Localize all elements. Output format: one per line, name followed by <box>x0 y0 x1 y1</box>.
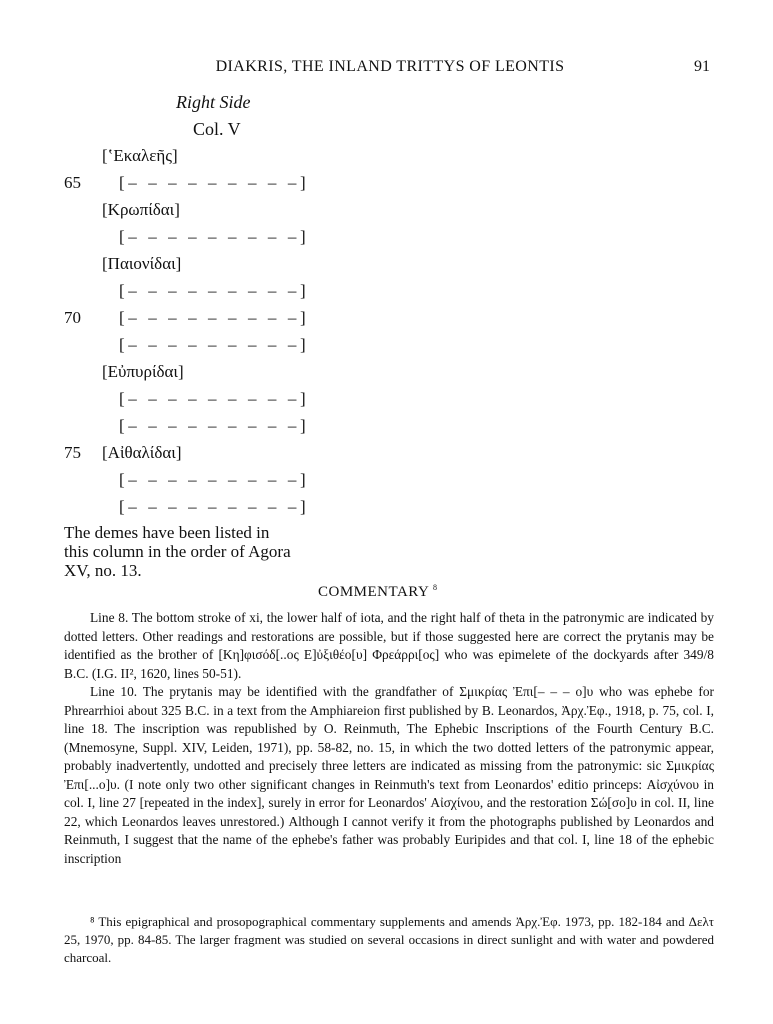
line-number: 65 <box>64 173 81 192</box>
commentary-paragraph-line-8: Line 8. The bottom stroke of xi, the lower half of iota, and the right half of theta in the patronymic are indicated by dotted letters. Other readings and restorations are possible, but if those suggested here are correct the prytanis may be identified as the brother of [Κη]φισόδ[..ος Ε]ὐξιθέο[υ] Φρεάρρι[ος] who was epimelete of the dockyards after 349/8 B.C. (I.G. II², 1620, lines 50-51). <box>64 610 714 681</box>
inscription-line <box>64 470 324 496</box>
line-number: 75 <box>64 443 81 462</box>
side-title: Right Side <box>176 92 251 112</box>
deme-name: [Αἰθαλίδαι] <box>102 443 182 462</box>
inscription-line <box>64 281 324 307</box>
running-title: DIAKRIS, THE INLAND TRITTYS OF LEONTIS <box>215 58 565 75</box>
inscription-line <box>64 335 324 361</box>
line-number: 70 <box>64 308 81 327</box>
column-title: Col. V <box>193 119 241 139</box>
footnote-text: ⁸ This epigraphical and prosopographical commentary supplements and amends Ἀρχ.Ἐφ. 1973, pp. 182-184 and Δελτ 25, 1970, pp. 84-85. The larger fragment was studied on several occasions in direct sunlight and with water and powdered charcoal. <box>64 914 714 965</box>
lacuna: [– – – – – – – – –] <box>119 227 310 246</box>
inscription-line <box>64 497 324 523</box>
lacuna: [– – – – – – – – –] <box>119 497 310 516</box>
inscription-line <box>64 362 324 388</box>
deme-name: [Κρωπίδαι] <box>102 200 180 219</box>
inscription-line <box>64 389 324 415</box>
inscription-line <box>64 200 324 226</box>
commentary-heading <box>318 583 438 601</box>
lacuna: [– – – – – – – – –] <box>119 416 310 435</box>
lacuna: [– – – – – – – – –] <box>119 470 310 489</box>
inscription-line <box>64 443 324 469</box>
inscription-line <box>64 227 324 253</box>
deme-name: [ʽΕκαλεῆς] <box>102 146 178 165</box>
page-number: 91 <box>694 58 710 75</box>
deme-name: [Παιονίδαι] <box>102 254 182 273</box>
lacuna: [– – – – – – – – –] <box>119 335 310 354</box>
lacuna: [– – – – – – – – –] <box>119 281 310 300</box>
commentary-body <box>64 609 714 868</box>
commentary-paragraph-line-10: Line 10. The prytanis may be identified with the grandfather of Σμικρίας Ἐπι[– – – o]υ who was ephebe for Phrearrhioi about 325 B.C. in a text from the Amphiareion first published by B. Leonardos, Ἀρχ.Ἐφ., 1918, p. 75, col. I, line 18. The inscription was republished by O. Reinmuth, The Ephebic Inscriptions of the Fourth Century B.C. (Mnemosyne, Suppl. XIV, Leiden, 1971), pp. 58-82, no. 15, in which the two dotted letters of the patronymic appear, probably inadvertently, undotted and precisely three letters are indicated as missing from the patronymic: sic Σμικρίας Ἐπι[...ο]υ. (I note only two other significant changes in Reinmuth's text from Leonardos' editio princeps: Αἰσχύνου in col. I, line 27 [repeated in the index], surely in error for Leonardos' Αἰσχίνου, and the restoration Σώ[σο]υ in col. II, line 22, which Leonardos leaves unrestored.) Although I cannot verify it from the photographs published by Leonardos and Reinmuth, I suggest that the name of the ephebe's father was probably Euripides and that col. I, line 18 of the ephebic inscription <box>64 684 714 866</box>
demes-order-note: The demes have been listed in this column in the order of Agora XV, no. 13. <box>64 523 291 580</box>
lacuna: [– – – – – – – – –] <box>119 389 310 408</box>
commentary-heading-text: COMMENTARY <box>318 584 429 600</box>
deme-name: [Εὐπυρίδαι] <box>102 362 184 381</box>
inscription-line <box>64 173 324 199</box>
inscription-line <box>64 254 324 280</box>
lacuna: [– – – – – – – – –] <box>119 173 310 192</box>
footnote <box>64 913 714 967</box>
inscription-line <box>64 146 324 172</box>
lacuna: [– – – – – – – – –] <box>119 308 310 327</box>
footnote-marker: 8 <box>433 583 438 592</box>
inscription-line <box>64 308 324 334</box>
inscription-line <box>64 416 324 442</box>
